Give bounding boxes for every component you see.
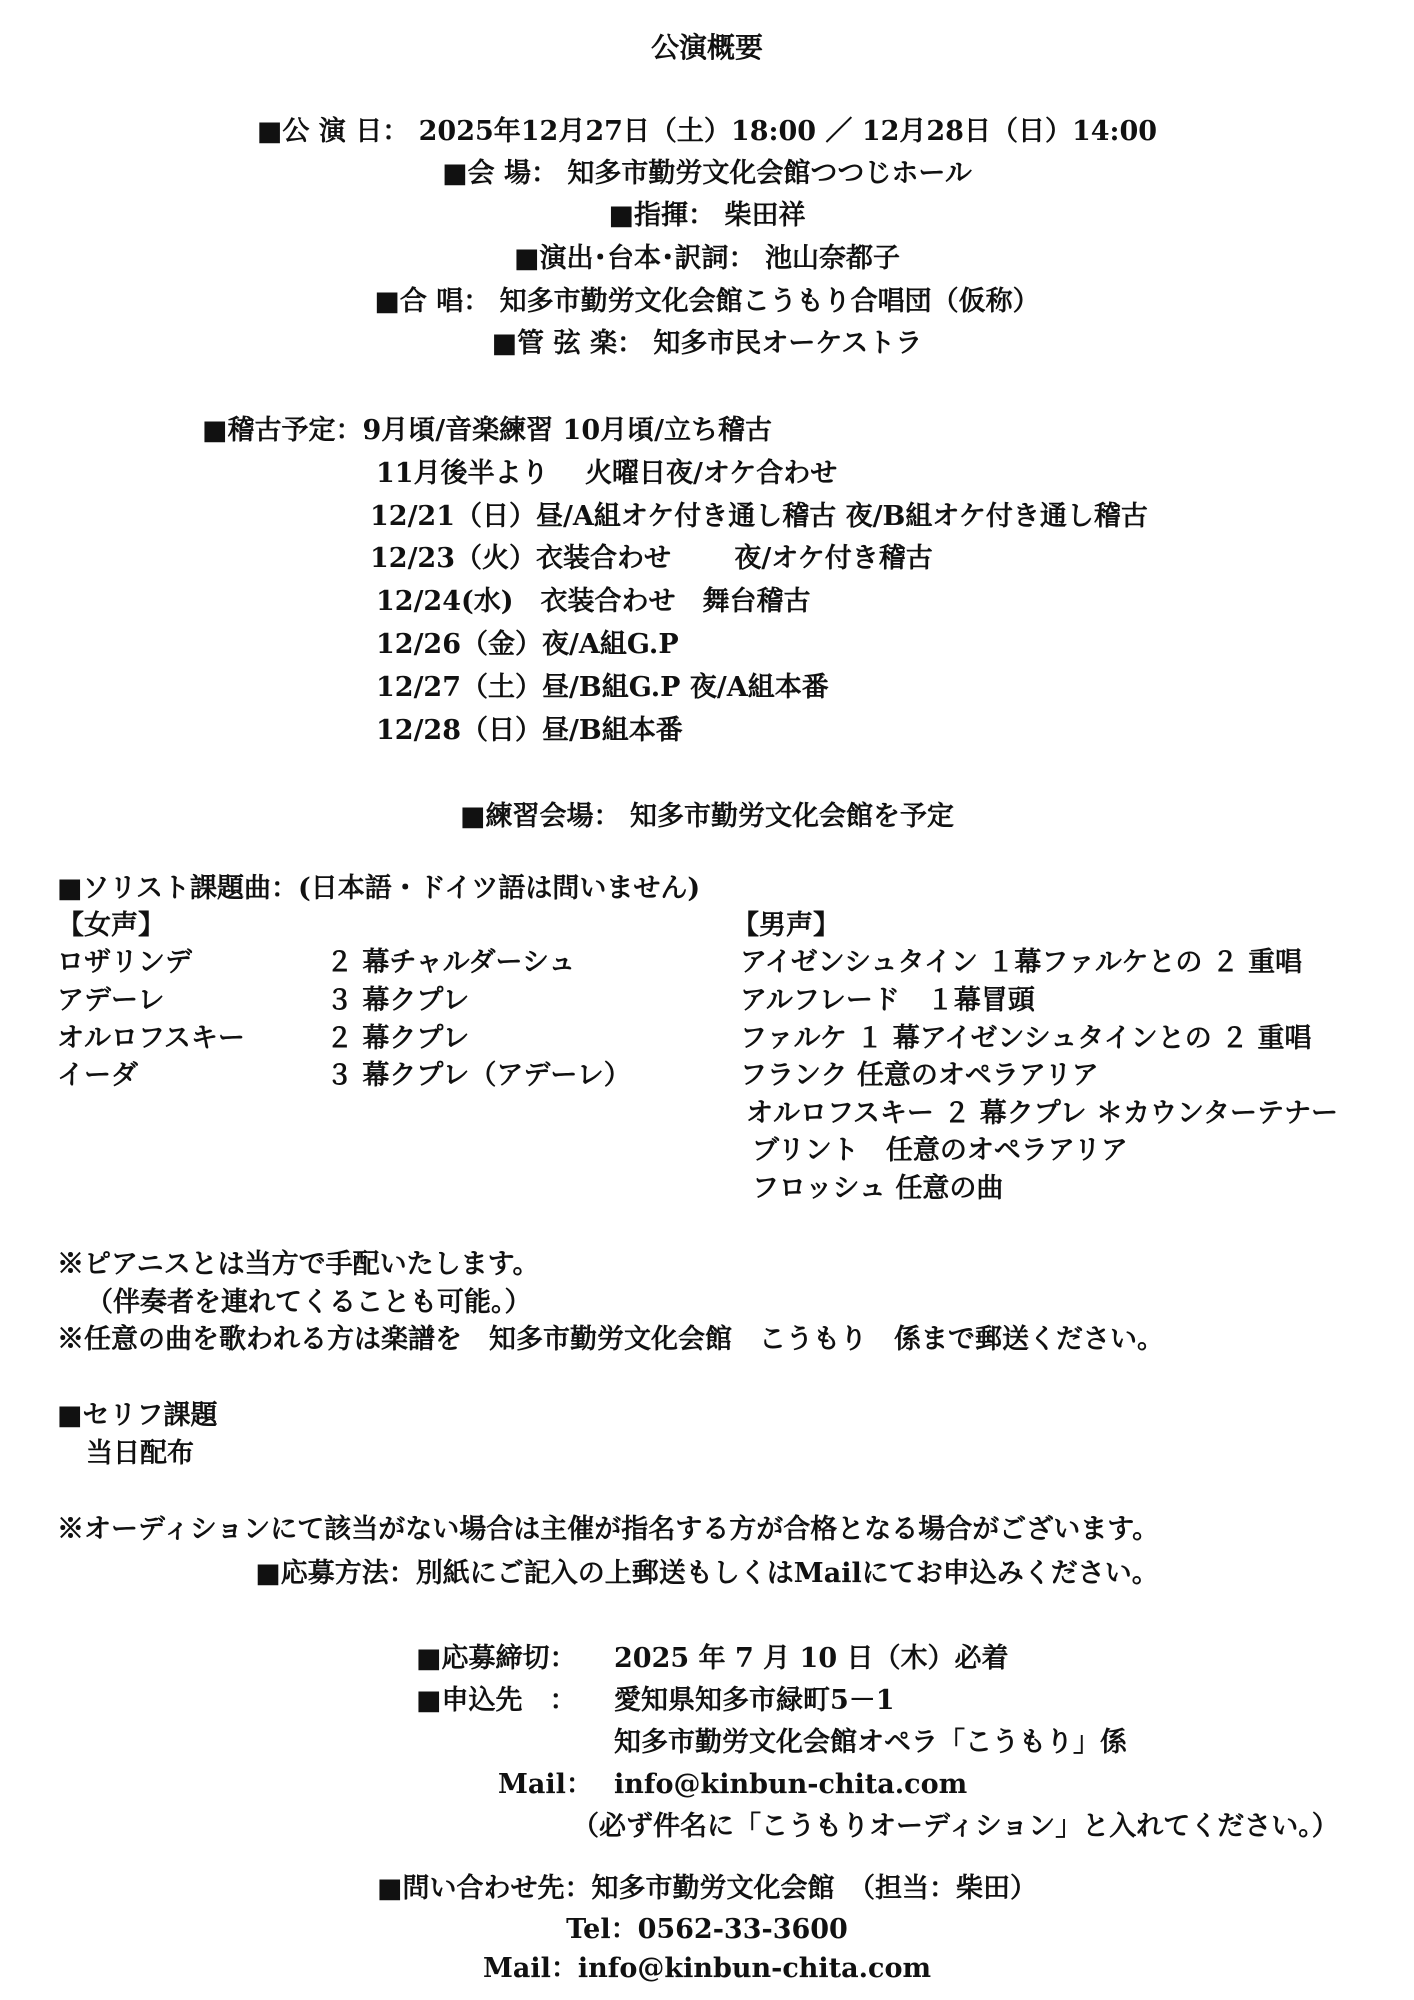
note-accompanist: （伴奏者を連れてくることも可能。） [86,1287,532,1318]
contact-mail[interactable]: Mail：info@kinbun-chita.com [482,1953,932,1984]
performance-venue: ■会 場： 知多市勤労文化会館つつじホール [442,158,972,189]
rehearsal-line: 12/23（火）衣装合わせ 夜/オケ付き稽古 [370,543,933,574]
practice-venue: ■練習会場： 知多市勤労文化会館を予定 [460,801,954,832]
male-piece: オルロフスキー ２ 幕クプレ ＊カウンターテナー [746,1098,1338,1129]
deadline-value: 2025 年 7 月 10 日（木）必着 [614,1643,1009,1674]
rehearsal-line: 12/27（土）昼/B組G.P 夜/A組本番 [376,672,829,703]
female-piece: ３ 幕クプレ [326,985,470,1016]
soloist-heading: ■ソリスト課題曲：(日本語・ドイツ語は問いません) [57,873,701,904]
contact-line: ■問い合わせ先：知多市勤労文化会館 （担当：柴田） [376,1873,1037,1904]
female-role: オルロフスキー [57,1023,245,1054]
female-voice-label: 【女声】 [57,910,165,941]
director: ■演出･台本･訳詞： 池山奈都子 [514,243,900,274]
male-piece: アルフレード １幕冒頭 [740,985,1035,1016]
serif-task-body: 当日配布 [86,1438,194,1469]
rehearsal-line: 11月後半より 火曜日夜/オケ合わせ [376,458,838,489]
address-label: ■申込先 ： [416,1685,577,1716]
male-piece: ファルケ １ 幕アイゼンシュタインとの ２ 重唱 [740,1023,1312,1054]
performance-date: ■公 演 日： 2025年12月27日（土）18:00 ／ 12月28日（日）14:00 [256,116,1158,147]
orchestra: ■管 弦 楽： 知多市民オーケストラ [491,328,923,359]
rehearsal-line: 12/24(水) 衣装合わせ 舞台稽古 [376,586,811,617]
female-role: アデーレ [57,985,165,1016]
note-score: ※任意の曲を歌われる方は楽譜を 知多市勤労文化会館 こうもり 係まで郵送ください。 [57,1324,1164,1355]
rehearsal-line: 12/21（日）昼/A組オケ付き通し稽古 夜/B組オケ付き通し稽古 [370,501,1148,532]
note-pianist: ※ピアニスとは当方で手配いたします。 [57,1249,540,1280]
mail-label: Mail： [498,1769,593,1800]
female-piece: ２ 幕チャルダーシュ [326,947,576,978]
rehearsal-line: 12/26（金）夜/A組G.P [376,629,679,660]
male-piece: アイゼンシュタイン １幕ファルケとの ２ 重唱 [740,947,1303,978]
rehearsal-heading: ■稽古予定：9月頃/音楽練習 10月頃/立ち稽古 [202,415,772,446]
deadline-label: ■応募締切： [416,1643,577,1674]
male-piece: フロッシュ 任意の曲 [752,1173,1004,1204]
male-piece: フランク 任意のオペラアリア [740,1060,1099,1091]
serif-task-heading: ■セリフ課題 [57,1400,218,1431]
contact-tel[interactable]: Tel：0562-33-3600 [566,1914,848,1945]
mail-value[interactable]: info@kinbun-chita.com [614,1769,968,1800]
rehearsal-line: 12/28（日）昼/B組本番 [376,715,683,746]
female-piece: ２ 幕クプレ [326,1023,470,1054]
apply-method: ■応募方法：別紙にご記入の上郵送もしくはMailにてお申込みください。 [255,1558,1159,1589]
female-role: イーダ [57,1060,138,1091]
address-line1: 愛知県知多市緑町5－1 [614,1685,895,1716]
audition-note: ※オーディションにて該当がない場合は主催が指名する方が合格となる場合がございます。 [57,1514,1160,1545]
conductor: ■指揮： 柴田祥 [608,200,806,231]
male-voice-label: 【男声】 [732,910,840,941]
male-piece: ブリント 任意のオペラアリア [752,1135,1128,1166]
subject-note: （必ず件名に「こうもりオーディション」と入れてください。） [572,1811,1339,1842]
page-title: 公演概要 [650,31,763,64]
chorus: ■合 唱： 知多市勤労文化会館こうもり合唱団（仮称） [374,286,1040,317]
female-piece: ３ 幕クプレ（アデーレ） [326,1060,631,1091]
female-role: ロザリンデ [57,947,192,978]
address-line2: 知多市勤労文化会館オペラ「こうもり」係 [614,1727,1127,1758]
